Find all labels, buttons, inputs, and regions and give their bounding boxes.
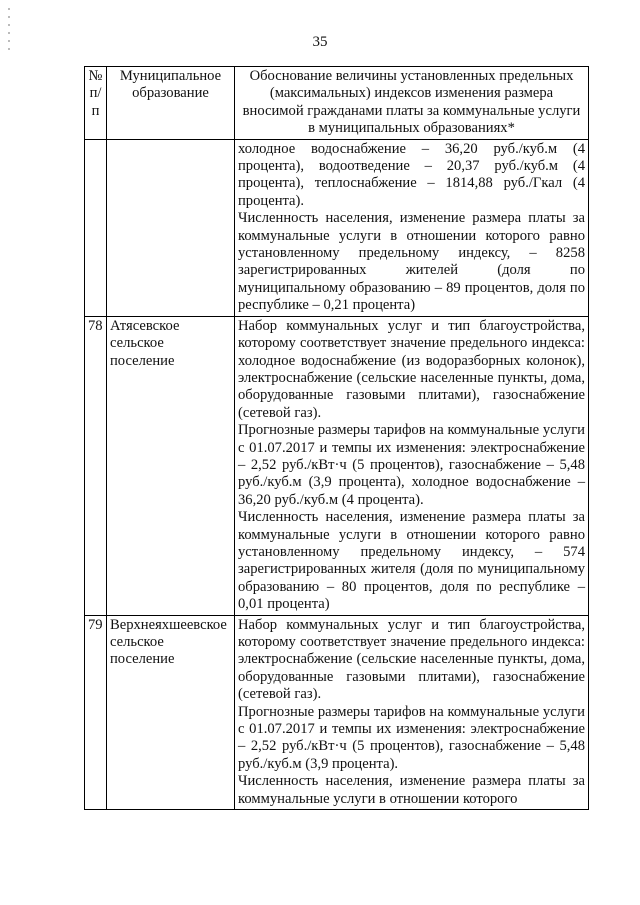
paragraph: Прогнозные размеры тарифов на коммунальные услуги с 01.07.2017 и темпы их изменения: электроснабжение – 2,52 руб./кВт·ч (5 процентов), газоснабжение – 5,48 руб./куб.м (3,9 процента), холодное водоснабжение – 36,20 руб./куб.м (4 процента). <box>238 422 585 508</box>
cell-justification <box>235 615 589 809</box>
paragraph: Численность населения, изменение размера платы за коммунальные услуги в отношении которого <box>238 773 585 807</box>
table-header-row <box>85 67 589 140</box>
table-row-79 <box>85 615 589 809</box>
page-number: 35 <box>312 34 328 50</box>
table-row-continuation <box>85 139 589 316</box>
header-municipality: Муниципальное образование <box>107 67 235 140</box>
table-row-78 <box>85 316 589 615</box>
cell-num-empty <box>85 139 107 316</box>
paragraph: Численность населения, изменение размера платы за коммунальные услуги в отношении которого равно установленному предельному индексу, – 574 зарегистрированных жителя (доля по муниципальному образованию – 80 процентов, доля по республике – 0,01 процента) <box>238 509 585 613</box>
paragraph: Численность населения, изменение размера платы за коммунальные услуги в отношении которого равно установленному предельному индексу, – 8258 зарегистрированных жителей (доля по муниципальному образованию – 89 процентов, доля по республике – 0,21 процента) <box>238 210 585 314</box>
paragraph: холодное водоснабжение – 36,20 руб./куб.м (4 процента), водоотведение – 20,37 руб./куб.м (4 процента), теплоснабжение – 1814,88 руб./Гкал (4 процента). <box>238 140 585 209</box>
municipality-name: Верхнеяхшеевское сельское поселение <box>107 615 235 809</box>
municipality-name: Атясевское сельское поселение <box>107 316 235 615</box>
header-justification: Обоснование величины установленных предельных (максимальных) индексов изменения размера вносимой гражданами платы за коммунальные услуги в муниципальных образованиях* <box>235 67 589 140</box>
tariff-table <box>84 66 589 810</box>
cell-justification <box>235 139 589 316</box>
row-number: 79 <box>85 615 107 809</box>
paragraph: Набор коммунальных услуг и тип благоустройства, которому соответствует значение предельного индекса: холодное водоснабжение (из водоразборных колонок), электроснабжение (сельские населенные пункты, дома, оборудованные газовыми плитами), газоснабжение (сетевой газ). <box>238 317 585 421</box>
row-number: 78 <box>85 316 107 615</box>
paragraph: Прогнозные размеры тарифов на коммунальные услуги с 01.07.2017 и темпы их изменения: электроснабжение – 2,52 руб./кВт·ч (5 процентов), газоснабжение – 5,48 руб./куб.м (3,9 процента). <box>238 703 585 772</box>
cell-justification <box>235 316 589 615</box>
header-num: № п/п <box>85 67 107 140</box>
paragraph: Набор коммунальных услуг и тип благоустройства, которому соответствует значение предельного индекса: электроснабжение (сельские населенные пункты, дома, оборудованные газовыми плитами), газоснабжение (сетевой газ). <box>238 616 585 703</box>
cell-municipality-empty <box>107 139 235 316</box>
